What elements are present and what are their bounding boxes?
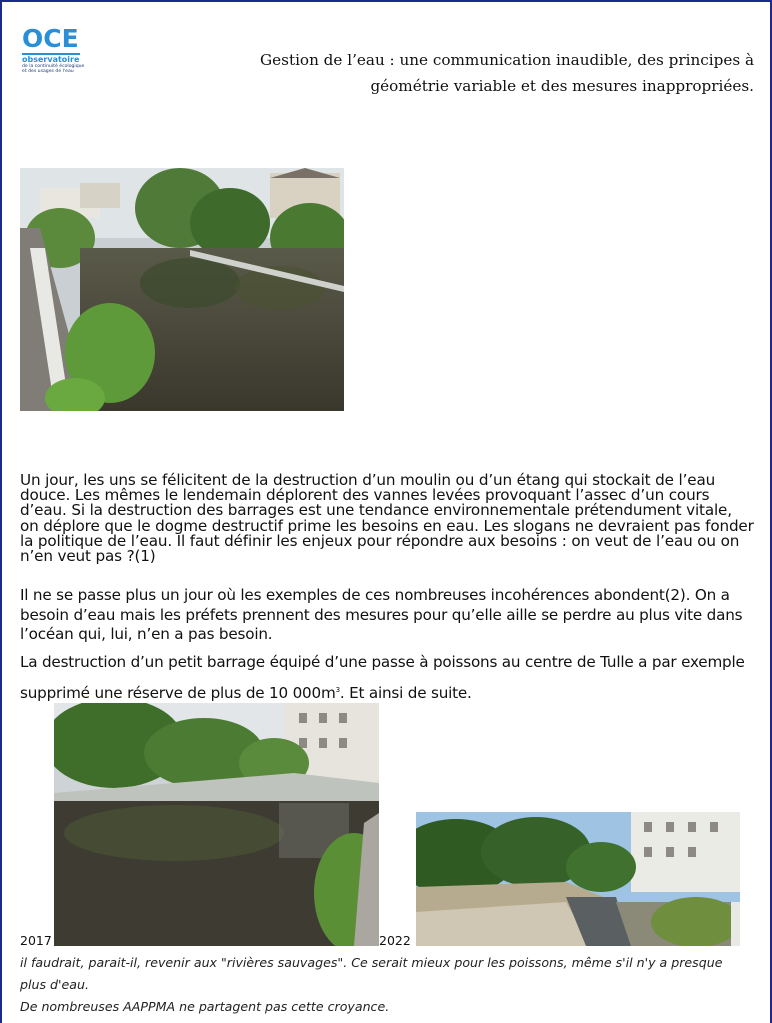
page-title-line-2: géométrie variable et des mesures inappropriées. — [370, 76, 754, 95]
page-title-line-1: Gestion de l’eau : une communication inaudible, des principes à — [260, 51, 754, 69]
paragraph-3 — [20, 648, 755, 707]
river-photo-top — [20, 168, 344, 411]
page-title — [194, 48, 754, 99]
paragraph-2: Il ne se passe plus un jour où les exemples de ces nombreuses incohérences abondent(2). On a besoin d’eau mais les préfets prennent des mesures pour qu’elle aille se perdre au plus vite dans l’océan qui, lui, n’en a pas besoin. — [20, 586, 743, 644]
logo-tagline-2: et des usages de l'eau — [22, 69, 74, 74]
river-photo-2022 — [416, 812, 740, 946]
logo-tagline-1: de la continuité écologique — [22, 64, 85, 69]
river-photo-2017 — [54, 703, 379, 946]
caption-line-1: il faudrait, parait-il, revenir aux "rivières sauvages". Ce serait mieux pour les poissons, même s'il n'y a presque plus d'eau. — [20, 955, 723, 992]
year-label-2017: 2017 — [20, 933, 52, 948]
oce-logo — [22, 26, 92, 82]
caption-line-2: De nombreuses AAPPMA ne partagent pas cette croyance. — [20, 999, 390, 1014]
paragraph-1: Un jour, les uns se félicitent de la destruction d’un moulin ou d’un étang qui stockait de l’eau douce. Les mêmes le lendemain déplorent des vannes levées provoquant l’assec d’un cours d’eau. Si la destruction des barrages est une tendance environnementale prétendument vitale, on déplore que le dogme destructif prime les besoins en eau. Les slogans ne devraient pas fonder la politique de l’eau. Il faut définir les enjeux pour répondre aux besoins : on veut de l’eau ou on n’en veut pas ?(1) — [20, 471, 754, 566]
logo-wordmark: OCE — [22, 24, 79, 53]
cubic-superscript: 3 — [335, 686, 340, 694]
logo-subtitle: observatoire — [22, 55, 80, 64]
paragraph-3-text: La destruction d’un petit barrage équipé d’une passe à poissons au centre de Tulle a par exemple supprimé une réserve de plus de 10 000m — [20, 653, 745, 703]
paragraph-3-end: . Et ainsi de suite. — [339, 684, 472, 703]
year-label-2022: 2022 — [379, 933, 411, 948]
